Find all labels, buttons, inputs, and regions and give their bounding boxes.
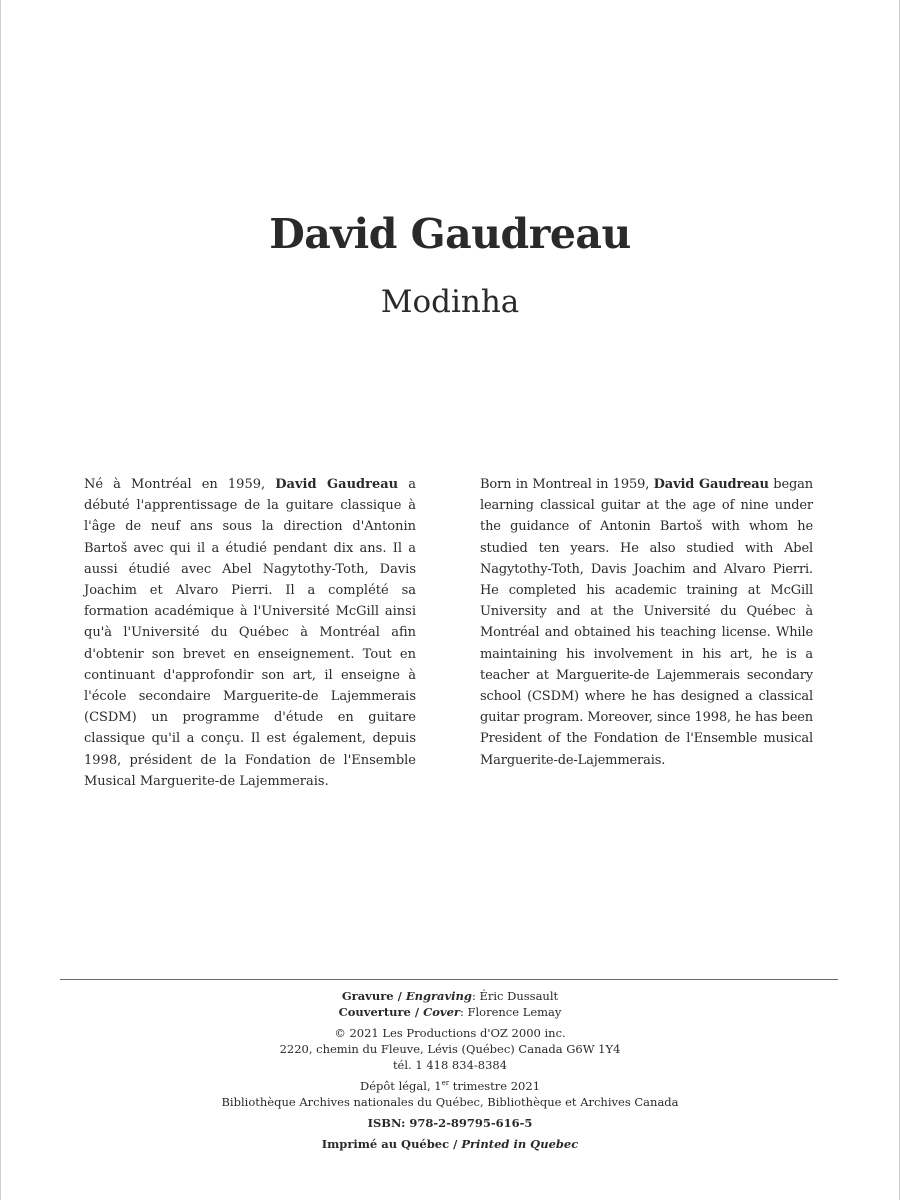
bio-en-body: began learning classical guitar at the age of nine under the guidance of Antonin Bartoš with whom he studied ten years. He also studied with Abel Nagytothy-Toth, Davis Joachim and Alvaro Pierri. He completed his academic training at McGill University and at the Université du Québec à Montréal and obtained his teaching license. While maintaining his involvement in his art, he is a teacher at Marguerite-de Lajemmerais secondary school (CSDM) where he has designed a classical guitar program. Moreover, since 1998, he has been President of the Fondation de l'Ensemble musical Marguerite-de-Lajemmerais. [480,477,813,768]
isbn: ISBN: 978-2-89795-616-5 [367,1116,533,1130]
bio-en-intro: Born in Montreal in 1959, [480,477,654,492]
printed-en: Printed in Quebec [461,1137,579,1151]
bio-en-name: David Gaudreau [653,477,769,492]
bio-fr-intro: Né à Montréal en 1959, [84,477,276,492]
copyright-line: © 2021 Les Productions d'OZ 2000 inc. [334,1026,566,1040]
printed-in: Imprimé au Québec / Printed in Quebec [321,1137,579,1151]
engraving-credit: Gravure / Engraving: Éric Dussault [341,989,559,1003]
cover-credit: Couverture / Cover: Florence Lemay [338,1005,562,1019]
engraving-label-fr: Gravure [341,989,394,1003]
printed-fr: Imprimé au Québec [321,1137,450,1151]
bio-fr-name: David Gaudreau [275,477,399,492]
publisher-phone: tél. 1 418 834-8384 [392,1058,508,1072]
biography-english [480,474,813,771]
engraving-label-en: Engraving [405,989,472,1003]
credits-block [0,988,900,1152]
composer-name: David Gaudreau [269,210,631,258]
engraving-name: Éric Dussault [479,989,559,1003]
cover-label-fr: Couverture [338,1005,411,1019]
biography-french [84,474,416,792]
piece-title: Modinha [380,284,520,320]
bio-fr-body: a débuté l'apprentissage de la guitare classique à l'âge de neuf ans sous la direction d'Antonin Bartoš avec qui il a étudié pendant dix ans. Il a aussi étudié avec Abel Nagytothy-Toth, Davis Joachim et Alvaro Pierri. Il a complété sa formation académique à l'Université McGill ainsi qu'à l'Université du Québec à Montréal afin d'obtenir son brevet en enseignement. Tout en continuant d'approfondir son art, il enseigne à l'école secondaire Marguerite-de Lajemmerais (CSDM) un programme d'étude en guitare classique qu'il a conçu. Il est également, depuis 1998, président de la Fondation de l'Ensemble Musical Marguerite-de Lajemmerais. [84,477,416,789]
libraries-line: Bibliothèque Archives nationales du Québec, Bibliothèque et Archives Canada [221,1095,679,1109]
footer-divider [60,979,838,980]
publisher-address: 2220, chemin du Fleuve, Lévis (Québec) Canada G6W 1Y4 [279,1042,621,1056]
cover-name: Florence Lemay [467,1005,562,1019]
legal-deposit: Dépôt légal, 1er trimestre 2021 [359,1079,541,1093]
cover-label-en: Cover [423,1005,460,1019]
